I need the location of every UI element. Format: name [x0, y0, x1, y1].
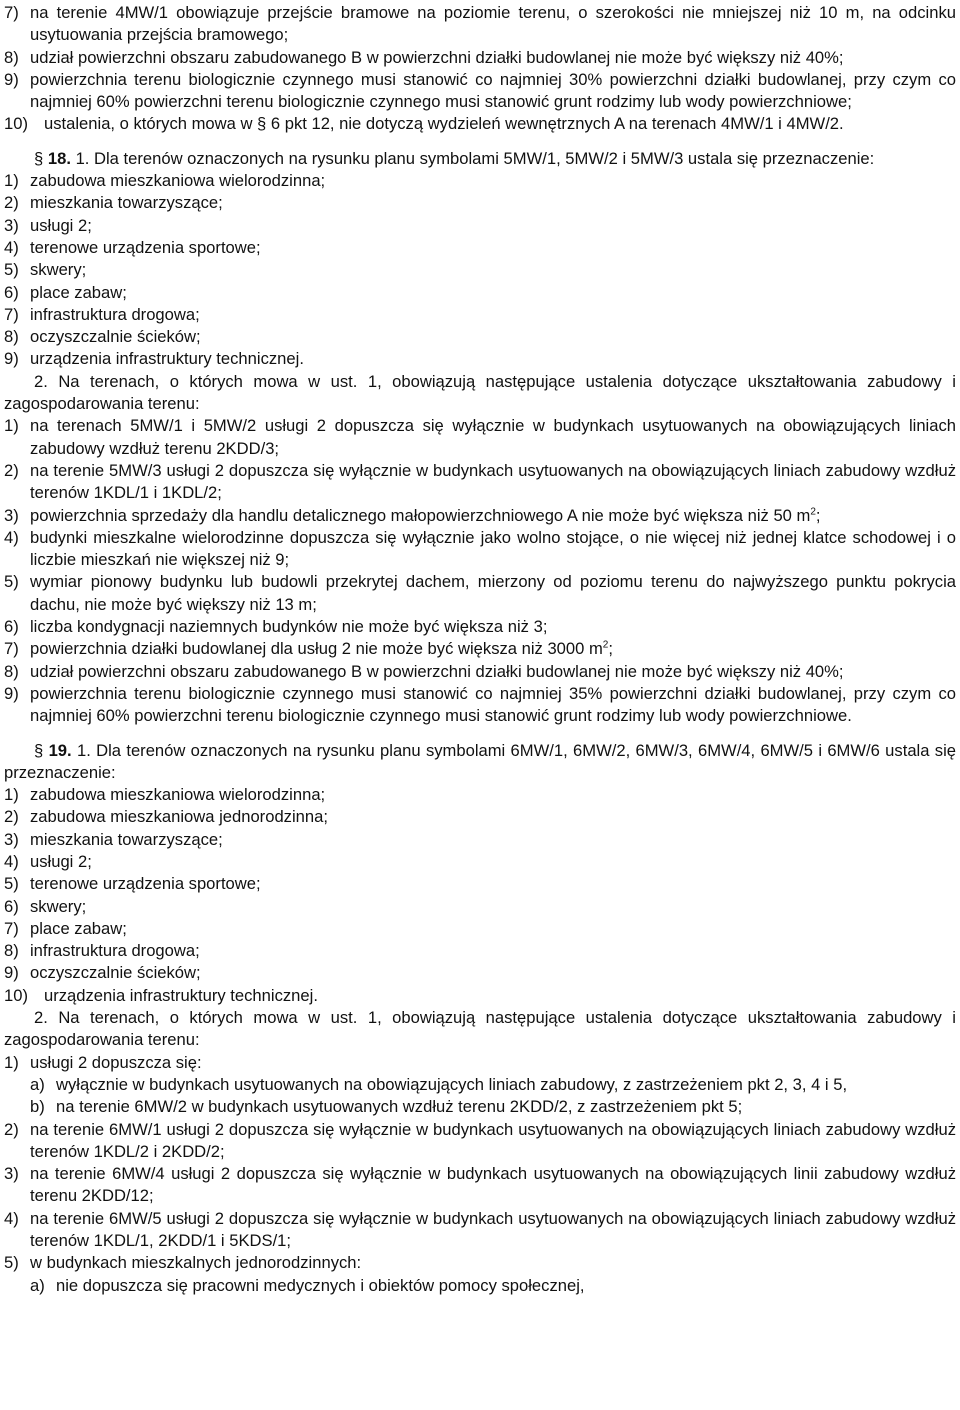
item-number: 8)	[4, 327, 19, 347]
item-number: 4)	[4, 237, 19, 257]
item-number: 7)	[4, 918, 19, 938]
item-number: 7)	[4, 639, 19, 659]
item-text: na terenie 6MW/1 usługi 2 dopuszcza się wyłącznie w budynkach usytuowanych na obowiązujących liniach zabudowy wzdłuż terenów 1KDL/2 i 2KDD/2;	[30, 1119, 956, 1161]
item-text: usługi 2 dopuszcza się:	[30, 1052, 202, 1072]
item-number: 2)	[4, 807, 19, 827]
list-item	[4, 829, 956, 851]
item-number: 9)	[4, 349, 19, 369]
sub-list-item	[30, 1275, 956, 1297]
list-item	[4, 784, 956, 806]
item-text-end: ;	[815, 505, 821, 525]
list-item	[4, 616, 956, 638]
item-text: infrastruktura drogowa;	[30, 941, 200, 961]
section-number: 18.	[47, 148, 71, 168]
sub-item-text: wyłącznie w budynkach usytuowanych na obowiązujących liniach zabudowy, z zastrzeżeniem pkt 2, 3, 4 i 5,	[56, 1074, 848, 1094]
item-number: 10)	[4, 985, 28, 1005]
list-item	[4, 192, 956, 214]
item-number: 10)	[4, 114, 28, 134]
spacer	[4, 728, 956, 740]
item-text: place zabaw;	[30, 282, 127, 302]
list-item	[4, 1163, 956, 1208]
item-text: wymiar pionowy budynku lub budowli przekrytej dachem, mierzony od poziomu terenu do najwyższego punktu pokrycia dachu, nie może być większy niż 13 m;	[30, 572, 956, 614]
list-item	[4, 47, 956, 69]
item-number: 7)	[4, 3, 19, 22]
item-number: 4)	[4, 527, 19, 547]
sub-item-text: nie dopuszcza się pracowni medycznych i obiektów pomocy społecznej,	[56, 1275, 585, 1295]
item-text: skwery;	[30, 896, 87, 916]
item-number: 1)	[4, 171, 19, 191]
item-text: zabudowa mieszkaniowa wielorodzinna;	[30, 171, 326, 191]
item-text-main: powierzchnia sprzedaży dla handlu detalicznego małopowierzchniowego A nie może być większa niż 50 m	[30, 505, 811, 525]
item-text: infrastruktura drogowa;	[30, 304, 200, 324]
s18-purpose-list	[4, 170, 956, 371]
list-item	[4, 940, 956, 962]
section-18	[4, 148, 956, 728]
sub-item-letter: a)	[30, 1074, 45, 1094]
superscript: 2	[602, 639, 609, 651]
item-text: budynki mieszkalne wielorodzinne dopuszcza się wyłącznie jako wolno stojące, o nie więcej niż jednej klatce schodowej i o liczbie mieszkań nie większej niż 9;	[30, 527, 956, 570]
section-18-intro	[4, 148, 956, 170]
list-item	[4, 1052, 956, 1074]
item-number: 1)	[4, 416, 19, 436]
sub-item-letter: b)	[30, 1097, 45, 1117]
item-text: urządzenia infrastruktury technicznej.	[30, 349, 304, 369]
list-item	[4, 571, 956, 616]
item-number: 6)	[4, 617, 19, 637]
list-item	[4, 460, 956, 505]
list-item	[4, 1119, 956, 1164]
section-mark: §	[34, 740, 44, 760]
list-item	[4, 806, 956, 828]
list-item	[4, 282, 956, 304]
item-number: 3)	[4, 505, 19, 525]
section-19	[4, 740, 956, 1297]
item-number: 4)	[4, 851, 19, 871]
item-number: 6)	[4, 282, 19, 302]
item-text: na terenie 6MW/4 usługi 2 dopuszcza się wyłącznie w budynkach usytuowanych na obowiązujących linii zabudowy wzdłuż terenu 2KDD/12;	[30, 1164, 956, 1206]
spacer	[4, 136, 956, 148]
list-item	[4, 170, 956, 192]
item-number: 2)	[4, 1119, 19, 1139]
list-item	[4, 527, 956, 572]
item-number: 3)	[4, 215, 19, 235]
item-text: udział powierzchni obszaru zabudowanego B w powierzchni działki budowlanej nie może być większy niż 40%;	[30, 47, 844, 67]
list-item	[4, 326, 956, 348]
superscript: 2	[810, 506, 816, 517]
sub-list	[30, 1074, 956, 1119]
item-text: terenowe urządzenia sportowe;	[30, 874, 261, 894]
list-item	[4, 851, 956, 873]
item-number: 1)	[4, 785, 19, 805]
s18-paragraph-2: 2. Na terenach, o których mowa w ust. 1, obowiązują następujące ustalenia dotyczące ukształtowania zabudowy i zagospodarowania terenu:	[4, 371, 956, 414]
item-text	[30, 505, 956, 527]
item-number: 3)	[4, 1164, 19, 1184]
list-item	[4, 304, 956, 326]
item-number: 2)	[4, 193, 19, 213]
item-text: w budynkach mieszkalnych jednorodzinnych:	[30, 1253, 362, 1273]
sub-list	[30, 1275, 956, 1297]
item-number: 8)	[4, 47, 19, 67]
item-number: 5)	[4, 874, 19, 894]
sub-item-letter: a)	[30, 1275, 45, 1295]
list-item	[4, 415, 956, 460]
item-number: 4)	[4, 1208, 19, 1228]
item-text: skwery;	[30, 260, 87, 280]
list-item	[4, 638, 956, 660]
item-text: place zabaw;	[30, 918, 127, 938]
item-text-main: powierzchnia działki budowlanej dla usług 2 nie może być większa niż 3000 m	[30, 639, 603, 659]
item-text: mieszkania towarzyszące;	[30, 829, 223, 849]
item-text: zabudowa mieszkaniowa jednorodzinna;	[30, 807, 328, 827]
list-item	[4, 918, 956, 940]
list-item	[4, 985, 956, 1007]
item-number: 9)	[4, 683, 19, 703]
item-number: 6)	[4, 896, 19, 916]
list-item	[4, 873, 956, 895]
list-item	[4, 962, 956, 984]
sub-item-text: na terenie 6MW/2 w budynkach usytuowanych wzdłuż terenu 2KDD/2, z zastrzeżeniem pkt 5;	[56, 1097, 743, 1117]
item-text: powierzchnia terenu biologicznie czynnego musi stanowić co najmniej 30% powierzchni działki budowlanej, przy czym co najmniej 60% powierzchni terenu biologicznie czynnego musi stanowić grunt rodzimy lub wody powierzchniowe;	[30, 69, 956, 112]
item-text: na terenie 4MW/1 obowiązuje przejście bramowe na poziomie terenu, o szerokości nie mniejszej niż 10 m, na odcinku usytuowania przejścia bramowego;	[30, 3, 956, 45]
item-text: liczba kondygnacji naziemnych budynków nie może być większa niż 3;	[30, 617, 548, 637]
item-text: mieszkania towarzyszące;	[30, 193, 223, 213]
item-text: oczyszczalnie ścieków;	[30, 327, 201, 347]
section-19-intro	[4, 740, 956, 785]
item-number: 8)	[4, 661, 19, 681]
s19-rules-list	[4, 1052, 956, 1297]
item-text: usługi 2;	[30, 215, 92, 235]
item-number: 9)	[4, 963, 19, 983]
list-item	[4, 215, 956, 237]
item-text: powierzchnia terenu biologicznie czynnego musi stanowić co najmniej 35% powierzchni działki budowlanej, przy czym co najmniej 60% powierzchni terenu biologicznie czynnego musi stanowić grunt rodzimy lub wody powierzchniowe.	[30, 683, 956, 726]
list-item	[4, 2, 956, 47]
section-mark: §	[34, 148, 44, 168]
item-text: oczyszczalnie ścieków;	[30, 963, 201, 983]
item-number: 5)	[4, 572, 19, 592]
list-item	[4, 1208, 956, 1253]
list-item	[4, 1252, 956, 1274]
item-text: na terenie 5MW/3 usługi 2 dopuszcza się wyłącznie w budynkach usytuowanych na obowiązujących liniach zabudowy wzdłuż terenów 1KDL/1 i 1KDL/2;	[30, 460, 956, 503]
item-text-end: ;	[608, 639, 613, 659]
s19-paragraph-2: 2. Na terenach, o których mowa w ust. 1, obowiązują następujące ustalenia dotyczące ukształtowania zabudowy i zagospodarowania terenu:	[4, 1008, 956, 1050]
section-intro-text: 1. Dla terenów oznaczonych na rysunku planu symbolami 5MW/1, 5MW/2 i 5MW/3 ustala się przeznaczenie:	[75, 148, 875, 168]
list-item	[4, 661, 956, 683]
list-item	[4, 259, 956, 281]
item-text: ustalenia, o których mowa w § 6 pkt 12, nie dotyczą wydzieleń wewnętrznych A na terenach 4MW/1 i 4MW/2.	[44, 114, 844, 134]
list-item	[4, 113, 956, 135]
section-number: 19.	[48, 740, 72, 760]
top-list	[4, 2, 956, 136]
item-text: na terenie 6MW/5 usługi 2 dopuszcza się wyłącznie w budynkach usytuowanych na obowiązujących liniach zabudowy wzdłuż terenów 1KDL/1, 2KDD/1 i 5KDS/1;	[30, 1208, 956, 1251]
section-intro-text: 1. Dla terenów oznaczonych na rysunku planu symbolami 6MW/1, 6MW/2, 6MW/3, 6MW/4, 6MW/5 i 6MW/6 ustala się przeznaczenie:	[4, 740, 956, 782]
item-number: 7)	[4, 304, 19, 324]
item-number: 2)	[4, 460, 19, 480]
item-text	[30, 638, 956, 660]
item-number: 3)	[4, 829, 19, 849]
item-number: 1)	[4, 1052, 19, 1072]
sub-list-item	[30, 1096, 956, 1118]
item-text: udział powierzchni obszaru zabudowanego B w powierzchni działki budowlanej nie może być większy niż 40%;	[30, 661, 844, 681]
item-text: terenowe urządzenia sportowe;	[30, 237, 261, 257]
item-text: na terenach 5MW/1 i 5MW/2 usługi 2 dopuszcza się wyłącznie w budynkach usytuowanych na obowiązujących liniach zabudowy wzdłuż terenu 2KDD/3;	[30, 416, 956, 458]
list-item	[4, 237, 956, 259]
item-number: 8)	[4, 941, 19, 961]
s18-rules-list	[4, 415, 956, 727]
item-text: zabudowa mieszkaniowa wielorodzinna;	[30, 785, 326, 805]
list-item	[4, 896, 956, 918]
sub-list-item	[30, 1074, 956, 1096]
item-number: 5)	[4, 260, 19, 280]
item-text: urządzenia infrastruktury technicznej.	[44, 985, 318, 1005]
list-item	[4, 505, 956, 527]
s19-purpose-list	[4, 784, 956, 1007]
item-number: 5)	[4, 1253, 19, 1273]
item-text: usługi 2;	[30, 851, 92, 871]
item-number: 9)	[4, 69, 19, 89]
list-item	[4, 683, 956, 728]
list-item	[4, 69, 956, 114]
list-item	[4, 348, 956, 370]
